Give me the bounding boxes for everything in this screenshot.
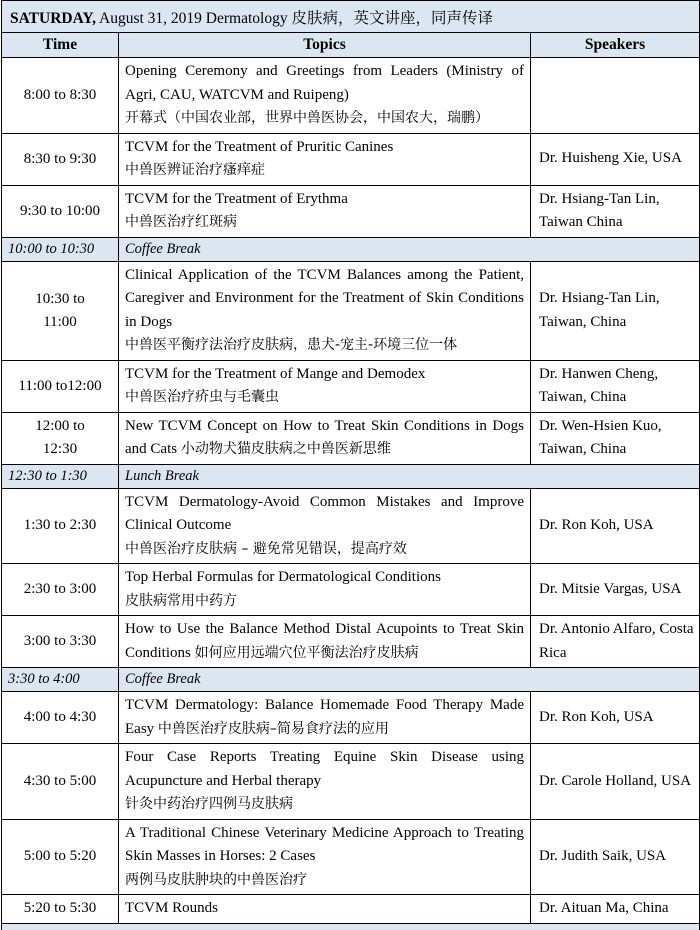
session-speaker: Dr. Wen-Hsien Kuo, Taiwan, China — [531, 412, 700, 464]
topic-english: TCVM Dermatology-Avoid Common Mistakes and Improve Clinical Outcome — [125, 493, 524, 533]
session-time: 8:30 to 9:30 — [2, 133, 119, 185]
topic-english: How to Use the Balance Method Distal Acupoints to Treat Skin Conditions — [125, 621, 524, 661]
day-label: SATURDAY, — [10, 9, 96, 27]
topic-english: TCVM for the Treatment of Erythma — [125, 190, 348, 207]
schedule-body — [2, 58, 700, 930]
session-topic — [119, 564, 531, 616]
break-label: Coffee Break — [119, 237, 700, 261]
schedule-table — [1, 0, 700, 930]
session-topic — [119, 488, 531, 564]
topic-chinese: 针灸中药治疗四例马皮肤病 — [125, 796, 293, 812]
topic-chinese: 中兽医治疗皮肤病–简易食疗法的应用 — [157, 720, 389, 737]
session-time: 8:00 to 8:30 — [2, 58, 119, 134]
session-topic — [119, 692, 531, 744]
session-time: 4:00 to 4:30 — [2, 692, 119, 744]
session-row — [2, 692, 700, 744]
session-speaker: Dr. Antonio Alfaro, Costa Rica — [531, 616, 700, 668]
topic-english: Four Case Reports Treating Equine Skin Disease using Acupuncture and Herbal therapy — [125, 749, 524, 789]
topic-chinese: 中兽医治疗疥虫与毛囊虫 — [125, 389, 279, 405]
topic-chinese: 两例马皮肤肿块的中兽医治疗 — [125, 871, 307, 888]
session-row — [2, 412, 700, 464]
break-label: Coffee Break — [119, 668, 700, 692]
session-speaker: Dr. Ron Koh, USA — [531, 488, 700, 564]
session-row — [2, 616, 700, 668]
break-time: 10:00 to 10:30 — [2, 237, 119, 261]
table-footer-strip — [2, 923, 700, 930]
topics-column-header: Topics — [119, 33, 531, 58]
session-time: 3:00 to 3:30 — [2, 616, 119, 668]
topic-chinese: 小动物犬猫皮肤病之中兽医新思维 — [180, 441, 391, 457]
schedule — [1, 0, 699, 930]
session-row — [2, 360, 700, 412]
topic-english: TCVM for the Treatment of Pruritic Canines — [125, 138, 394, 155]
break-label: Lunch Break — [119, 464, 700, 488]
session-topic — [119, 261, 531, 360]
session-time: 1:30 to 2:30 — [2, 488, 119, 564]
topic-chinese: 如何应用远端穴位平衡法治疗皮肤病 — [194, 644, 419, 661]
footer-strip-cell — [2, 923, 700, 930]
session-topic — [119, 58, 531, 134]
session-speaker: Dr. Hanwen Cheng, Taiwan, China — [531, 360, 700, 412]
session-topic — [119, 744, 531, 820]
session-row — [2, 744, 700, 820]
session-row — [2, 58, 700, 134]
session-speaker: Dr. Mitsie Vargas, USA — [531, 564, 700, 616]
topic-chinese: 皮肤病常用中药方 — [125, 592, 237, 609]
topic-english: TCVM Dermatology: Balance Homemade Food Therapy Made Easy — [125, 697, 524, 737]
break-row — [2, 237, 700, 261]
topic-english: TCVM for the Treatment of Mange and Demodex — [125, 365, 426, 382]
speakers-column-header: Speakers — [531, 33, 700, 58]
topic-english: New TCVM Concept on How to Treat Skin Conditions in Dogs and Cats — [125, 417, 524, 457]
session-time: 4:30 to 5:00 — [2, 744, 119, 820]
session-speaker: Dr. Aituan Ma, China — [531, 895, 700, 924]
session-time: 5:20 to 5:30 — [2, 895, 119, 924]
day-header — [2, 1, 700, 33]
session-row — [2, 488, 700, 564]
session-time: 2:30 to 3:00 — [2, 564, 119, 616]
session-speaker: Dr. Ron Koh, USA — [531, 692, 700, 744]
topic-english: A Traditional Chinese Veterinary Medicine Approach to Treating Skin Masses in Horses: 2 Cases — [125, 824, 524, 864]
session-speaker: Dr. Carole Holland, USA — [531, 744, 700, 820]
topic-chinese: 中兽医治疗红斑病 — [125, 214, 237, 230]
session-time: 11:00 to12:00 — [2, 360, 119, 412]
topic-chinese: 中兽医治疗皮肤病 – 避免常见错误，提高疗效 — [125, 540, 407, 557]
session-row — [2, 261, 700, 360]
session-time: 10:30 to 11:00 — [2, 261, 119, 360]
topic-english: Top Herbal Formulas for Dermatological Conditions — [125, 569, 441, 585]
topic-english: TCVM Rounds — [125, 900, 218, 916]
session-speaker — [531, 58, 700, 134]
topic-chinese: 中兽医辨证治疗瘙痒症 — [125, 162, 265, 178]
session-time: 12:00 to 12:30 — [2, 412, 119, 464]
session-speaker: Dr. Judith Saik, USA — [531, 819, 700, 895]
session-time: 5:00 to 5:20 — [2, 819, 119, 895]
time-column-header: Time — [2, 33, 119, 58]
day-description: August 31, 2019 Dermatology 皮肤病，英文讲座，同声传译 — [96, 9, 493, 27]
session-topic — [119, 133, 531, 185]
session-speaker: Dr. Huisheng Xie, USA — [531, 133, 700, 185]
topic-chinese: 开幕式（中国农业部，世界中兽医协会，中国农大，瑞鹏） — [125, 110, 489, 126]
session-speaker: Dr. Hsiang-Tan Lin, Taiwan China — [531, 185, 700, 237]
session-row — [2, 133, 700, 185]
session-topic — [119, 412, 531, 464]
session-topic — [119, 616, 531, 668]
break-time: 3:30 to 4:00 — [2, 668, 119, 692]
session-row — [2, 185, 700, 237]
topic-english: Clinical Application of the TCVM Balances among the Patient, Caregiver and Environment for the Treatment of Skin Conditions in Dogs — [125, 266, 524, 330]
session-row — [2, 564, 700, 616]
break-time: 12:30 to 1:30 — [2, 464, 119, 488]
topic-english: Opening Ceremony and Greetings from Leaders (Ministry of Agri, CAU, WATCVM and Ruipeng) — [125, 63, 524, 103]
topic-chinese: 中兽医平衡疗法治疗皮肤病，患犬-宠主-环境三位一体 — [125, 337, 458, 353]
session-topic — [119, 819, 531, 895]
session-time: 9:30 to 10:00 — [2, 185, 119, 237]
break-row — [2, 464, 700, 488]
session-topic — [119, 360, 531, 412]
break-row — [2, 668, 700, 692]
session-topic — [119, 185, 531, 237]
session-row — [2, 819, 700, 895]
session-speaker: Dr. Hsiang-Tan Lin, Taiwan, China — [531, 261, 700, 360]
